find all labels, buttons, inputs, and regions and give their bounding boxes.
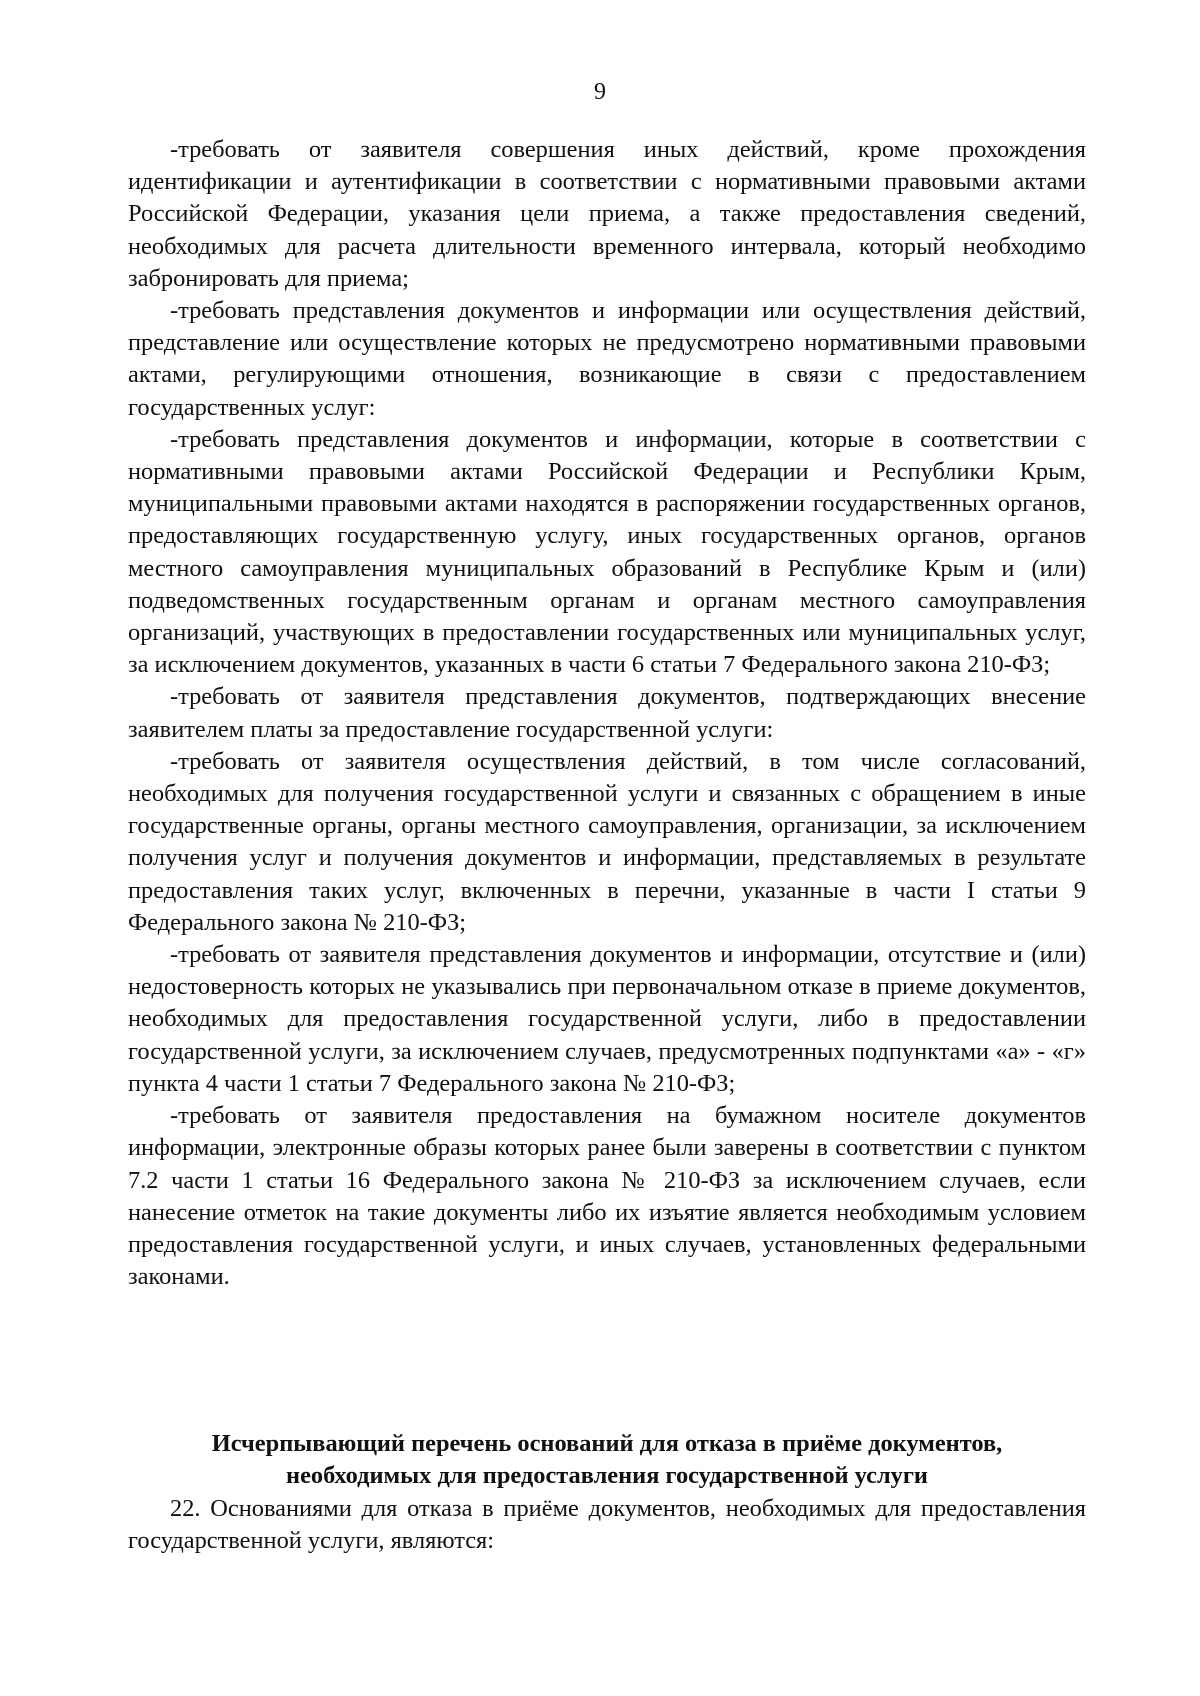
paragraph-requirement-5: -требовать от заявителя осуществления действий, в том числе согласований, необходимых для получения государственной услуги и связанных с обращением в иные государственные органы, органы местного самоуправления, организации, за исключением получения услуг и получения документов и информации, представляемых в результате предоставления таких услуг, включенных в перечни, указанные в части I статьи 9 Федерального закона № 210-ФЗ; xyxy=(128,747,1086,936)
paragraph-requirement-3: -требовать представления документов и информации, которые в соответствии с нормативными правовыми актами Российской Федерации и Республики Крым, муниципальными правовыми актами находятся в распоряжении государственных органов, предоставляющих государственную услугу, иных государственных органов, органов местного самоуправления муниципальных образований в Республике Крым и (или) подведомственных государственным органам и органам местного самоуправления организаций, участвующих в предоставлении государственных или муниципальных услуг, за исключением документов, указанных в части 6 статьи 7 Федерального закона 210-ФЗ; xyxy=(128,425,1086,679)
requirements-list xyxy=(128,134,1086,1293)
paragraph-requirement-4: -требовать от заявителя представления документов, подтверждающих внесение заявителем платы за предоставление государственной услуги: xyxy=(128,683,1086,743)
section-heading-line-2: необходимых для предоставления государственной услуги xyxy=(286,1462,928,1489)
paragraph-requirement-7: -требовать от заявителя предоставления на бумажном носителе документов информации, электронные образы которых ранее были заверены в соответствии с пунктом 7.2 части 1 статьи 16 Федерального закона № 210-ФЗ за исключением случаев, если нанесение отметок на такие документы либо их изъятие является необходимым условием предоставления государственной услуги, и иных случаев, установленных федеральными законами. xyxy=(128,1102,1086,1291)
paragraph-requirement-6: -требовать от заявителя представления документов и информации, отсутствие и (или) недостоверность которых не указывались при первоначальном отказе в приеме документов, необходимых для предоставления государственной услуги, либо в предоставлении государственной услуги, за исключением случаев, предусмотренных подпунктами «а» - «г» пункта 4 части 1 статьи 7 Федерального закона № 210-ФЗ; xyxy=(128,941,1086,1097)
page-number: 9 xyxy=(594,79,606,105)
section-heading-line-1: Исчерпывающий перечень оснований для отказа в приёме документов, xyxy=(211,1430,1003,1457)
section-heading xyxy=(128,1428,1086,1492)
section-body xyxy=(128,1493,1086,1557)
paragraph-22: 22. Основаниями для отказа в приёме документов, необходимых для предоставления государственной услуги, являются: xyxy=(128,1495,1086,1555)
paragraph-requirement-1: -требовать от заявителя совершения иных действий, кроме прохождения идентификации и аутентификации в соответствии с нормативными правовыми актами Российской Федерации, указания цели приема, а также предоставления сведений, необходимых для расчета длительности временного интервала, который необходимо забронировать для приема; xyxy=(128,136,1086,292)
paragraph-requirement-2: -требовать представления документов и информации или осуществления действий, представление или осуществление которых не предусмотрено нормативными правовыми актами, регулирующими отношения, возникающие в связи с предоставлением государственных услуг: xyxy=(128,297,1086,421)
